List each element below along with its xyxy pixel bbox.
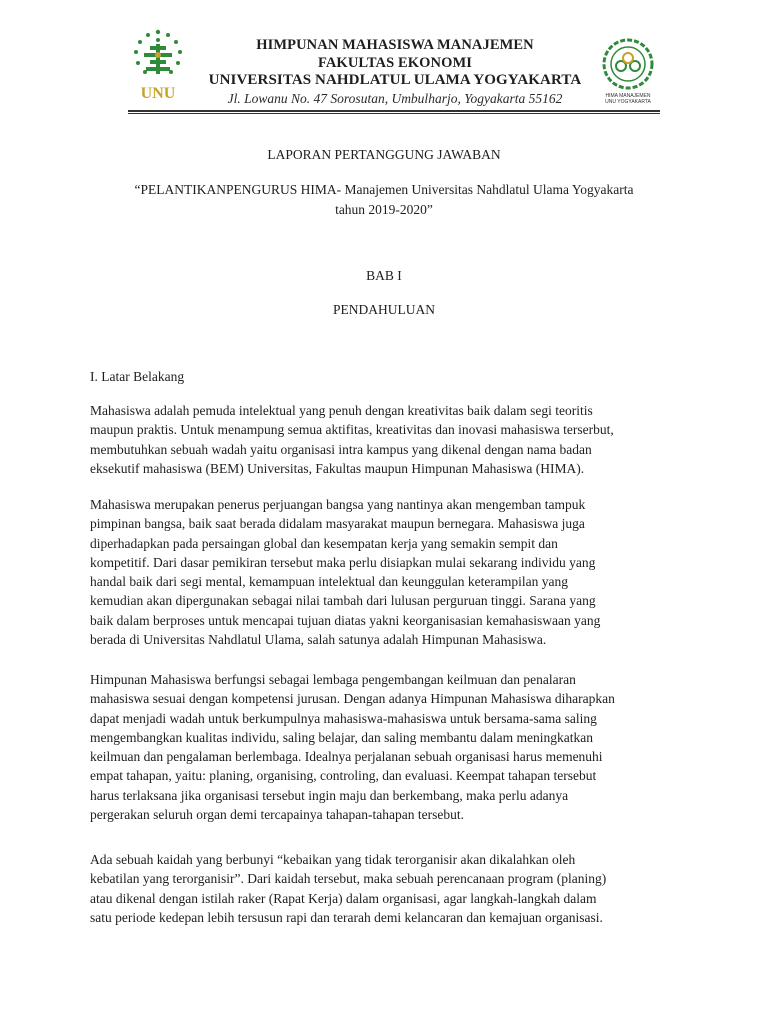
paragraph-line: keilmuan dan pengalaman berlembaga. Idealnya perjalanan sebuah organisasi harus memenuhi — [90, 749, 603, 765]
paragraph-line: atau dikenal dengan istilah raker (Rapat Kerja) dalam organisasi, agar langkah-langkah dalam — [90, 890, 597, 906]
paragraph-line: kompetitif. Dari dasar pemikiran tersebut maka perlu disiapkan mulai sekarang individu yang — [90, 554, 596, 570]
paragraph-line: dapat menjadi wadah untuk berkumpulnya mahasiswa-mahasiswa untuk bersama-sama saling — [90, 710, 597, 726]
paragraph-line: kebatilan yang terorganisir”. Dari kaidah tersebut, maka sebuah perencanaan program (planing) — [90, 871, 607, 887]
unu-logo — [128, 26, 188, 104]
paragraph-3 — [90, 670, 680, 824]
letterhead-text — [190, 37, 600, 107]
svg-text:HIMA MANAJEMEN: HIMA MANAJEMEN — [605, 93, 651, 99]
unu-emblem-icon — [128, 26, 188, 104]
section-heading: I. Latar Belakang — [90, 369, 185, 384]
paragraph-line: baik dalam berproses untuk mencapai tujuan diatas yakni keorganisasian kemahasiswaan yang — [90, 612, 601, 628]
paragraph-line: mengembangkan kualitas individu, saling belajar, dan saling membantu dalam meningkatkan — [90, 729, 593, 745]
paragraph-2 — [90, 495, 680, 649]
university-name: UNIVERSITAS NAHDLATUL ULAMA YOGYAKARTA — [208, 72, 582, 88]
report-title: LAPORAN PERTANGGUNG JAWABAN — [267, 147, 501, 162]
letterhead — [0, 0, 768, 116]
letterhead-rule-thick — [128, 110, 660, 112]
paragraph-line: diperhadapkan pada persaingan global dan kesempatan kerja yang semakin sempit dan — [90, 535, 558, 551]
paragraph-line: empat tahapan, yaitu: planing, organising, controling, dan evaluasi. Keempat tahapan tersebut — [90, 768, 597, 784]
paragraph-line: pimpinan bangsa, baik saat berada didalam masyarakat maupun bernegara. Mahasiswa juga — [90, 516, 585, 532]
hima-emblem-icon — [596, 36, 660, 106]
paragraph-line: berada di Universitas Nahdlatul Ulama, salah satunya adalah Himpunan Mahasiswa. — [90, 632, 547, 648]
chapter-name: PENDAHULUAN — [333, 302, 435, 317]
paragraph-line: Mahasiswa merupakan penerus perjuangan bangsa yang nantinya akan mengemban tampuk — [90, 497, 586, 512]
paragraph-line: pergerakan seluruh organ demi tercapainya tahapan-tahapan tersebut. — [90, 807, 464, 823]
paragraph-line: handal baik dari segi mental, kemampuan intelektual dan keunggulan keterampilan yang — [90, 574, 568, 590]
paragraph-line: Mahasiswa adalah pemuda intelektual yang penuh dengan kreativitas baik dalam segi teoritis — [90, 403, 593, 418]
address: Jl. Lowanu No. 47 Sorosutan, Umbulharjo, Yogyakarta 55162 — [227, 90, 563, 106]
paragraph-line: eksekutif mahasiswa (BEM) Universitas, Fakultas maupun Himpunan Mahasiswa (HIMA). — [90, 460, 585, 476]
hima-logo — [596, 36, 660, 106]
event-title — [90, 180, 678, 220]
letterhead-rule-thin — [128, 113, 660, 114]
org-name: HIMPUNAN MAHASISWA MANAJEMEN — [256, 37, 534, 53]
faculty-name: FAKULTAS EKONOMI — [317, 54, 472, 71]
event-title-line-1: “PELANTIKANPENGURUS HIMA- Manajemen Universitas Nahdlatul Ulama Yogyakarta — [134, 182, 634, 197]
event-title-line-2: tahun 2019-2020” — [335, 202, 433, 217]
paragraph-1 — [90, 401, 680, 478]
paragraph-line: Himpunan Mahasiswa berfungsi sebagai lembaga pengembangan keilmuan dan penalaran — [90, 672, 576, 687]
paragraph-4 — [90, 850, 680, 927]
svg-text:UNU: UNU — [140, 85, 176, 102]
paragraph-line: mahasiswa sesuai dengan kompetensi jurusan. Dengan adanya Himpunan Mahasiswa diharapkan — [90, 691, 615, 707]
chapter-number: BAB I — [366, 268, 402, 283]
paragraph-line: satu periode kedepan lebih tersusun rapi dan terarah demi kelancaran dan kemajuan organisasi. — [90, 909, 603, 925]
paragraph-line: membutuhkan sebuah wadah yaitu organisasi intra kampus yang dikenal dengan nama badan — [90, 441, 592, 457]
paragraph-line: maupun praktis. Untuk menampung semua aktifitas, kreativitas dan inovasi mahasiswa terserbut, — [90, 422, 614, 438]
paragraph-line: harus terlaksana jika organisasi tersebut ingin maju dan berkembang, maka perlu adanya — [90, 787, 569, 803]
paragraph-line: Ada sebuah kaidah yang berbunyi “kebaikan yang tidak terorganisir akan dikalahkan oleh — [90, 852, 576, 867]
paragraph-line: kemudian akan dipergunakan sebagai nilai tambah dari lulusan perguruan tinggi. Sarana yang — [90, 593, 596, 609]
svg-text:UNU YOGYAKARTA: UNU YOGYAKARTA — [605, 99, 651, 105]
